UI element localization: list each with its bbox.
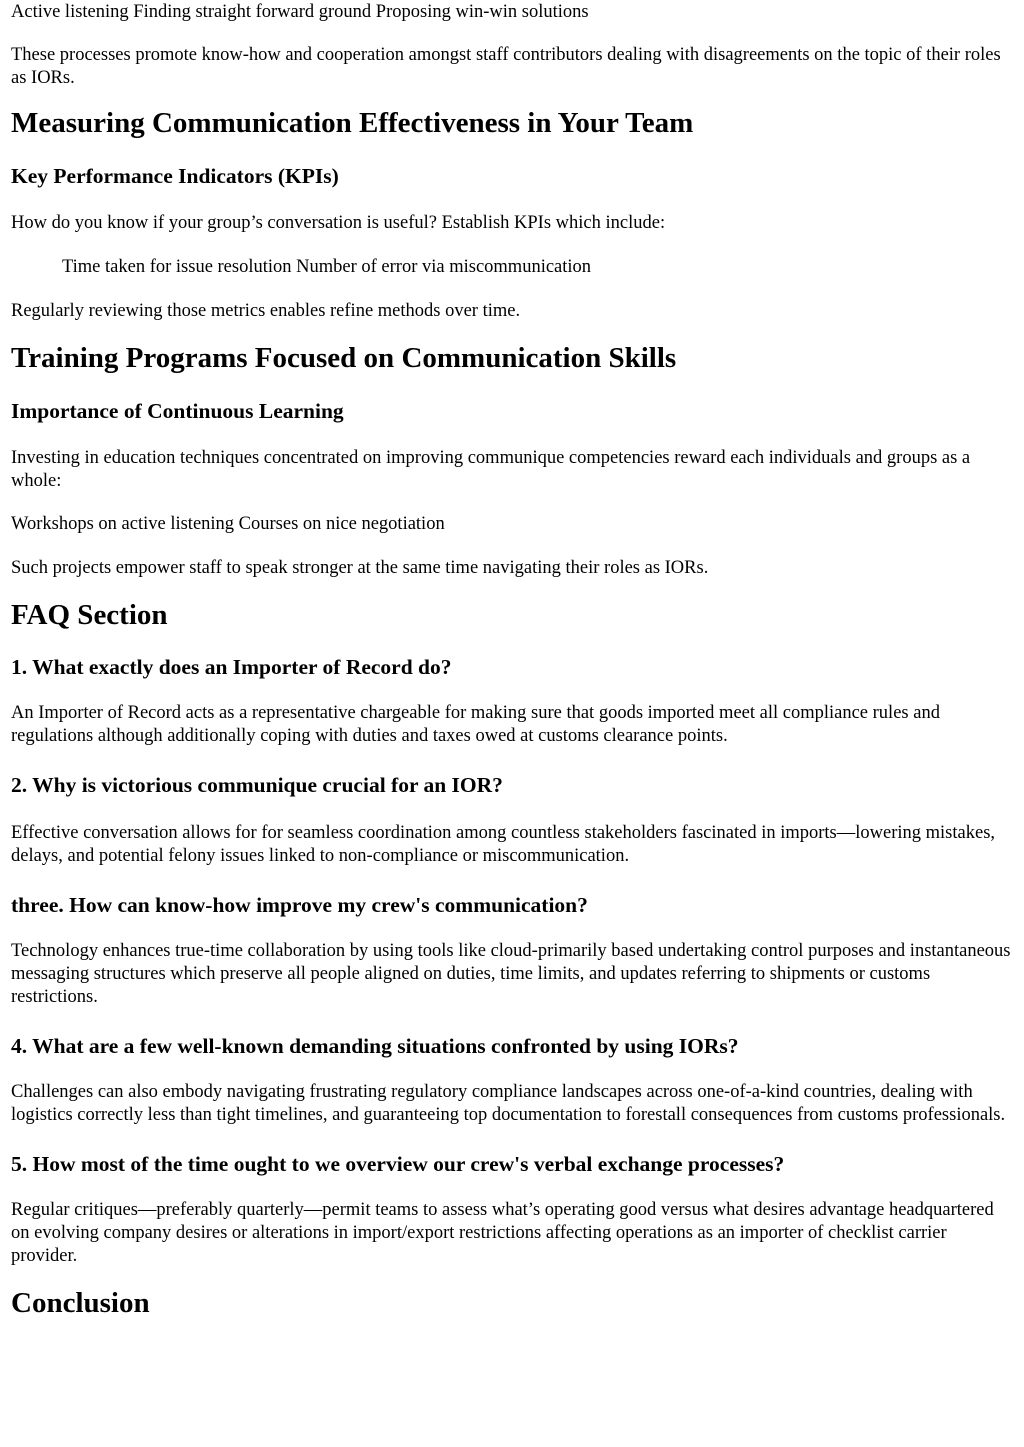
faq-question: 5. How most of the time ought to we overview our crew's verbal exchange processes? [11, 1152, 785, 1176]
faq-question: 2. Why is victorious communique crucial for an IOR? [11, 773, 503, 797]
article [0, 1, 1024, 1320]
training-list-line: Workshops on active listening Courses on nice negotiation [11, 514, 445, 534]
faq-question: three. How can know-how improve my crew's communication? [11, 893, 588, 917]
intro-paragraph: These processes promote know-how and cooperation amongst staff contributors dealing with disagreements on the topic of their roles as IORs. [11, 45, 1001, 88]
kpi-closing: Regularly reviewing those metrics enables refine methods over time. [11, 301, 521, 321]
faq-answer: Challenges can also embody navigating frustrating regulatory compliance landscapes across one-of-a-kind countries, dealing with logistics correctly less than tight timelines, and guaranteeing top documentation to forestall consequences from customs professionals. [11, 1082, 1006, 1125]
measuring-heading: Measuring Communication Effectiveness in Your Team [11, 107, 694, 139]
faq-question: 4. What are a few well-known demanding situations confronted by using IORs? [11, 1034, 739, 1058]
kpi-paragraph: How do you know if your group’s conversation is useful? Establish KPIs which include: [11, 213, 666, 233]
faq-answer: Effective conversation allows for for seamless coordination among countless stakeholders fascinated in imports—lowering mistakes, delays, and potential felony issues linked to non-compliance or miscommunication. [11, 823, 996, 866]
faq-answer: An Importer of Record acts as a representative chargeable for making sure that goods imported meet all compliance rules and regulations although additionally coping with duties and taxes owed at customs clearance points. [11, 703, 940, 746]
faq-heading: FAQ Section [11, 599, 168, 631]
intro-list-line: Active listening Finding straight forward ground Proposing win-win solutions [11, 2, 589, 22]
faq-answer: Technology enhances true-time collaboration by using tools like cloud-primarily based undertaking control purposes and instantaneous messaging structures which preserve all people aligned on duties, time limits, and updates referring to shipments or customs restrictions. [11, 941, 1011, 1007]
training-paragraph: Investing in education techniques concentrated on improving communique competencies reward each individuals and groups as a whole: [11, 448, 971, 491]
conclusion-heading: Conclusion [11, 1287, 150, 1319]
learning-subheading: Importance of Continuous Learning [11, 399, 344, 423]
training-closing: Such projects empower staff to speak stronger at the same time navigating their roles as IORs. [11, 558, 709, 578]
kpi-subheading: Key Performance Indicators (KPIs) [11, 164, 339, 188]
kpi-list-line: Time taken for issue resolution Number of error via miscommunication [62, 257, 592, 277]
faq-question: 1. What exactly does an Importer of Record do? [11, 655, 452, 679]
faq-answer: Regular critiques—preferably quarterly—permit teams to assess what’s operating good versus what desires advantage headquartered on evolving company desires or alterations in import/export restrictions affecting operations as an importer of checklist carrier provider. [11, 1200, 994, 1266]
training-heading: Training Programs Focused on Communication Skills [11, 342, 677, 374]
